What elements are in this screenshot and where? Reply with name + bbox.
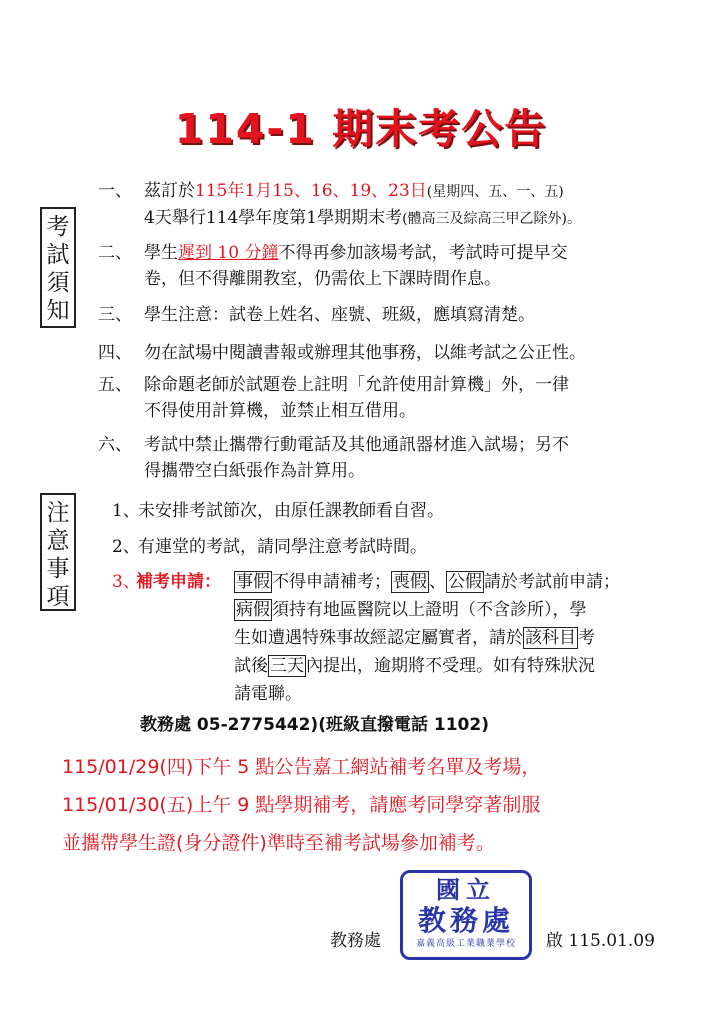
box-char: 須 bbox=[46, 270, 70, 296]
makeup-exam-label: 補考申請： bbox=[136, 572, 221, 592]
leave-type-personal: 事假 bbox=[236, 572, 270, 592]
text: 、 bbox=[429, 572, 446, 592]
leave-type-official: 公假 bbox=[448, 572, 482, 592]
office-seal bbox=[400, 870, 532, 960]
text: 未安排考試節次，由原任課教師看自習。 bbox=[138, 501, 444, 521]
text: 須持有地區醫院以上證明（不含診所），學 bbox=[272, 600, 587, 620]
item-number: 五、 bbox=[98, 375, 132, 395]
item-number: 三、 bbox=[98, 305, 132, 325]
text: 學生 bbox=[144, 243, 178, 263]
office-contact: 教務處 05-2775442)(班級直撥電話 1102) bbox=[140, 715, 489, 735]
text: 4天舉行114學年度第1學期期末考 bbox=[144, 208, 403, 228]
leave-type-bereavement: 喪假 bbox=[393, 572, 427, 592]
item-number: 六、 bbox=[98, 435, 132, 455]
text: 內提出，逾期將不受理。如有特殊狀況 bbox=[306, 656, 595, 676]
text: 生如遭遇特殊事故經認定屬實者，請於 bbox=[234, 628, 523, 648]
late-limit: 遲到 10 分鐘 bbox=[178, 243, 279, 263]
three-days: 三天 bbox=[270, 656, 304, 676]
rule-item-1 bbox=[98, 178, 700, 232]
text: 考 bbox=[578, 628, 595, 648]
exam-dates: 115年1月15、16、19、23日 bbox=[195, 181, 427, 201]
box-char: 考 bbox=[46, 214, 70, 240]
page-title: 114-1 期末考公告 bbox=[174, 105, 548, 153]
rule-item-4 bbox=[98, 340, 700, 366]
box-char: 項 bbox=[46, 584, 70, 610]
rule-item-2 bbox=[98, 240, 700, 292]
text: 考試中禁止攜帶行動電話及其他通訊器材進入試場；另不 bbox=[144, 435, 569, 455]
text: 不得申請補考； bbox=[272, 572, 391, 592]
notes-label-box bbox=[40, 493, 76, 611]
note-number: 1、 bbox=[112, 501, 140, 521]
text: 不得再參加該場考試，考試時可提早交 bbox=[278, 243, 568, 263]
text: 請電聯。 bbox=[234, 684, 302, 704]
exception-note: (體高三及綜高三甲乙除外)。 bbox=[402, 211, 582, 227]
seal-line-2: 教務處 bbox=[417, 904, 514, 937]
text: 除命題老師於試題卷上註明「允許使用計算機」外，一律 bbox=[144, 375, 569, 395]
box-char: 事 bbox=[46, 556, 70, 582]
box-char: 注 bbox=[46, 500, 70, 526]
text: 有連堂的考試，請同學注意考試時間。 bbox=[138, 537, 427, 557]
rule-item-5 bbox=[98, 372, 700, 424]
makeup-announce-line-3: 並攜帶學生證(身分證件)準時至補考試場參加補考。 bbox=[62, 832, 495, 854]
text: 學生注意：試卷上姓名、座號、班級，應填寫清楚。 bbox=[144, 305, 535, 325]
item-number: 四、 bbox=[98, 343, 132, 363]
item-number: 一、 bbox=[98, 181, 132, 201]
seal-line-1: 國立 bbox=[436, 875, 496, 904]
note-item-1 bbox=[112, 497, 702, 525]
item-number: 二、 bbox=[98, 243, 132, 263]
text: 請於考試前申請； bbox=[484, 572, 620, 592]
text: 卷，但不得離開教室，仍需依上下課時間作息。 bbox=[144, 269, 501, 289]
box-char: 意 bbox=[46, 528, 70, 554]
rule-item-6 bbox=[98, 432, 700, 484]
rule-item-3 bbox=[98, 302, 700, 328]
text: 不得使用計算機，並禁止相互借用。 bbox=[144, 401, 416, 421]
makeup-announce-line-1: 115/01/29(四)下午 5 點公告嘉工網站補考名單及考場， bbox=[62, 756, 541, 778]
note-item-2 bbox=[112, 533, 702, 561]
leave-type-sick: 病假 bbox=[236, 600, 270, 620]
text: 勿在試場中閱讀書報或辦理其他事務，以維考試之公正性。 bbox=[144, 343, 586, 363]
seal-line-3: 嘉義高級工業職業學校 bbox=[415, 939, 516, 949]
text: 得攜帶空白紙張作為計算用。 bbox=[144, 461, 365, 481]
box-char: 知 bbox=[46, 298, 70, 324]
makeup-announce-line-2: 115/01/30(五)上午 9 點學期補考，請應考同學穿著制服 bbox=[62, 794, 541, 816]
box-char: 試 bbox=[46, 242, 70, 268]
signature-office: 教務處 bbox=[330, 931, 381, 951]
note-number: 3、 bbox=[112, 572, 140, 592]
text: 茲訂於 bbox=[144, 181, 195, 201]
exam-rules-label-box bbox=[40, 207, 76, 328]
subject-teacher: 該科目 bbox=[525, 628, 576, 648]
text: 試後 bbox=[234, 656, 268, 676]
announce-date: 啟 115.01.09 bbox=[546, 931, 655, 951]
note-item-3 bbox=[112, 568, 702, 708]
note-number: 2、 bbox=[112, 537, 140, 557]
weekdays: (星期四、五、一、五) bbox=[426, 184, 564, 200]
